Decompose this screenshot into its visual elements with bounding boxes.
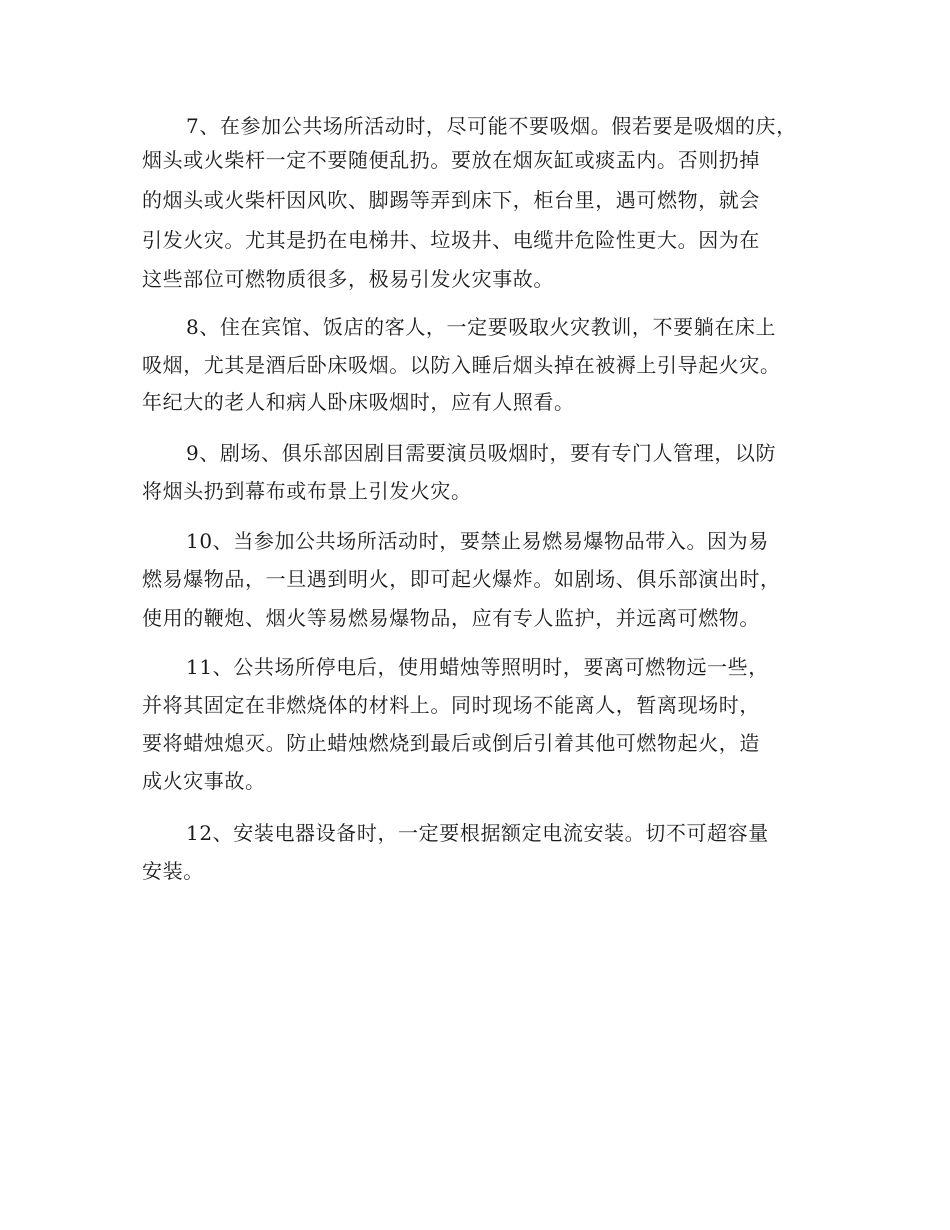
- text-line: 9、剧场、俱乐部因剧目需要演员吸烟时，要有专门人管理，以防: [186, 441, 777, 465]
- text-line: 并将其固定在非燃烧体的材料上。同时现场不能离人，暂离现场时，: [142, 693, 760, 717]
- text-line: 7、在参加公共场所活动时，尽可能不要吸烟。假若要是吸烟的庆，: [186, 114, 797, 138]
- text-line: 安装。: [142, 859, 204, 883]
- text-line: 引发火灾。尤其是扔在电梯井、垃圾井、电缆井危险性更大。因为在: [142, 228, 760, 252]
- text-line: 这些部位可燃物质很多，极易引发火灾事故。: [142, 267, 554, 291]
- text-line: 将烟头扔到幕布或布景上引发火灾。: [142, 479, 472, 503]
- text-line: 11、公共场所停电后，使用蜡烛等照明时，要离可燃物远一些，: [186, 655, 769, 679]
- text-line: 要将蜡烛熄灭。防止蜡烛燃烧到最后或倒后引着其他可燃物起火，造: [142, 731, 760, 755]
- text-line: 使用的鞭炮、烟火等易燃易爆物品，应有专人监护，并远离可燃物。: [142, 606, 760, 630]
- text-line: 12、安装电器设备时，一定要根据额定电流安装。切不可超容量: [186, 821, 769, 845]
- text-line: 成火灾事故。: [142, 769, 266, 793]
- text-line: 吸烟，尤其是酒后卧床吸烟。以防入睡后烟头掉在被褥上引导起火灾。: [142, 353, 781, 377]
- text-line: 燃易爆物品，一旦遇到明火，即可起火爆炸。如剧场、俱乐部演出时，: [142, 567, 781, 591]
- text-line: 烟头或火柴杆一定不要随便乱扔。要放在烟灰缸或痰盂内。否则扔掉: [142, 148, 760, 172]
- text-line: 年纪大的老人和病人卧床吸烟时，应有人照看。: [142, 390, 575, 414]
- text-line: 8、住在宾馆、饭店的客人，一定要吸取火灾教训，不要躺在床上: [186, 315, 777, 339]
- text-line: 10、当参加公共场所活动时，要禁止易燃易爆物品带入。因为易: [186, 529, 769, 553]
- text-line: 的烟头或火柴杆因风吹、脚踢等弄到床下，柜台里，遇可燃物，就会: [142, 188, 760, 212]
